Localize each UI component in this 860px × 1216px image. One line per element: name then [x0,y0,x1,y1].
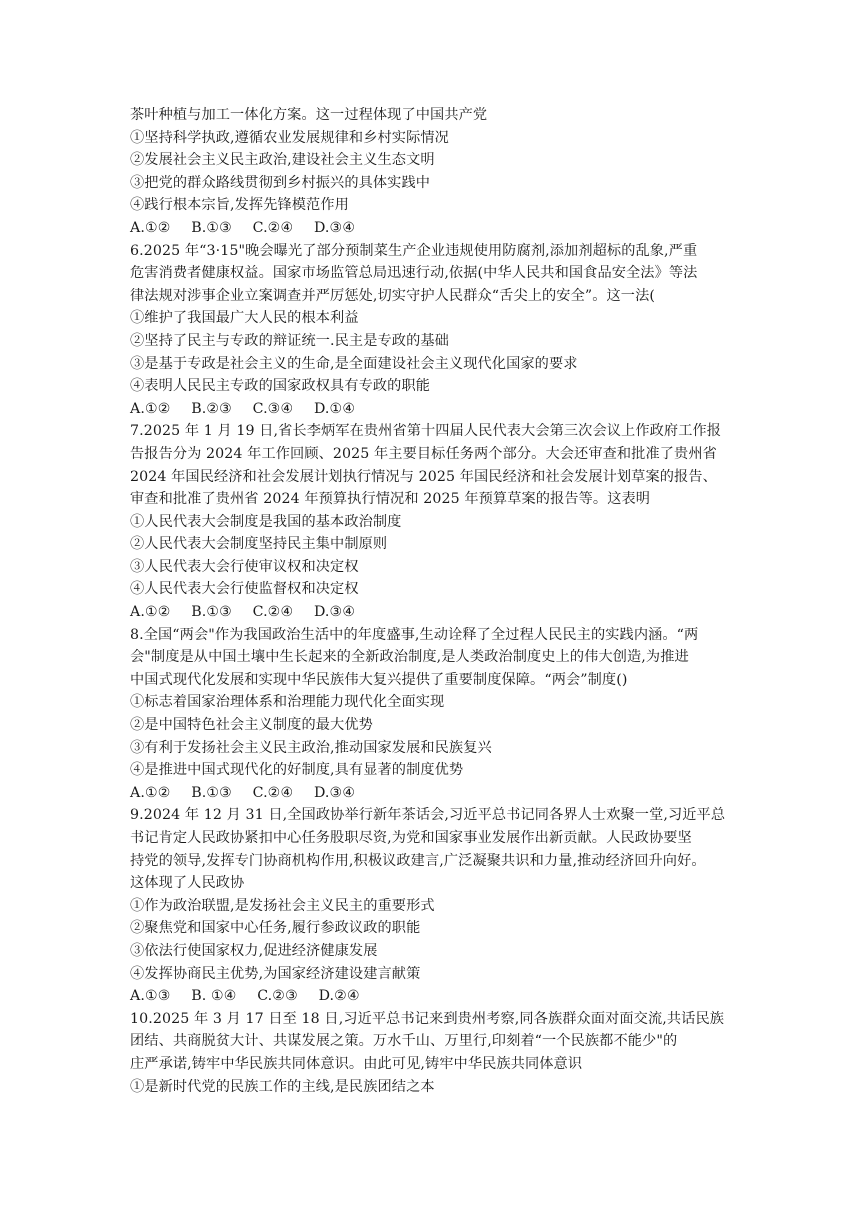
answer-choices [130,782,732,805]
stem-line: 书记肯定人民政协紧扣中心任务股职尽资,为党和国家事业发展作出新贡献。人民政协要坚 [130,830,692,846]
question-8 [130,624,732,805]
option-line: ④发挥协商民主优势,为国家经济建设建言献策 [130,965,421,982]
option-line: ④是推进中国式现代化的好制度,具有显著的制度优势 [130,762,464,779]
answer-c: C.②④ [252,784,294,801]
option-line: ①人民代表大会制度是我国的基本政治制度 [130,513,402,530]
answer-d: D.③④ [313,219,356,236]
option-line: ①是新时代党的民族工作的主线,是民族团结之本 [130,1078,435,1095]
answer-d: D.①④ [313,400,356,417]
question-10 [130,1008,732,1098]
option-line: ④践行根本宗旨,发挥先锋模范作用 [130,197,349,214]
exam-page [130,104,732,1098]
stem-line: 8.全国“两会"作为我国政治生活中的年度盛事,生动诠释了全过程人民民主的实践内涵。“两 [130,626,699,643]
option-line: ②发展社会主义民主政治,建设社会主义生态文明 [130,152,435,169]
stem-line: 中国式现代化发展和实现中华民族伟大复兴提供了重要制度保障。“两会”制度() [130,671,628,688]
stem-line: 这体现了人民政协 [130,875,245,892]
intro-line: 茶叶种植与加工一体化方案。这一过程体现了中国共产党 [130,107,488,123]
stem-line: 团结、共商脱贫大计、共谋发展之策。万水千山、万里行,印刻着“一个民族都不能少"的 [130,1033,678,1050]
option-line: ②是中国特色社会主义制度的最大优势 [130,717,373,734]
answer-a: A.①② [130,784,171,801]
option-line: ③依法行使国家权力,促进经济健康发展 [130,942,378,959]
answer-a: A.①③ [130,988,171,1005]
option-line: ①坚持科学执政,遵循农业发展规律和乡村实际情况 [130,129,449,146]
answer-b: B.①③ [191,604,232,621]
answer-c: C.②④ [252,219,294,236]
answer-d: D.③④ [313,784,356,801]
answer-b: B.①③ [191,784,232,801]
stem-line: 会"制度是从中国土壤中生长起来的全新政治制度,是人类政治制度史上的伟大创造,为推进 [130,649,689,666]
option-line: ①维护了我国最广大人民的根本利益 [130,310,359,327]
stem-line: 6.2025 年“3·15"晚会曝光了部分预制菜生产企业违规使用防腐剂,添加剂超标的乱象,严重 [130,242,698,259]
stem-line: 2024 年国民经济和社会发展计划执行情况与 2025 年国民经济和社会发展计划草案的报告、 [130,468,717,485]
answer-b: B.①③ [191,219,232,236]
option-line: ①作为政治联盟,是发扬社会主义民主的重要形式 [130,897,435,914]
answer-b: B.②③ [191,400,232,417]
stem-line: 7.2025 年 1 月 19 日,省长李炳军在贵州省第十四届人民代表大会第三次会议上作政府工作报 [130,423,722,440]
answer-choices [130,985,732,1008]
answer-c: C.③④ [252,400,294,417]
question-5 [130,127,732,240]
question-6 [130,240,732,421]
answer-choices [130,217,732,240]
stem-line: 持党的领导,发挥专门协商机构作用,积极议政建言,广泛凝聚共识和力量,推动经济回升向好。 [130,852,706,869]
answer-choices [130,398,732,421]
answer-a: A.①② [130,604,171,621]
stem-line: 危害消费者健康权益。国家市场监管总局迅速行动,依据(中华人民共和国食品安全法》等法 [130,265,698,282]
stem-line: 律法规对涉事企业立案调查并严厉惩处,切实守护人民群众“舌尖上的安全”。这一法( [130,287,656,304]
option-line: ②人民代表大会制度坚持民主集中制原则 [130,536,388,553]
stem-line: 10.2025 年 3 月 17 日至 18 日,习近平总书记来到贵州考察,同各族群众面对面交流,共话民族 [130,1010,725,1027]
answer-c: C.②④ [252,604,294,621]
question-7 [130,420,732,623]
answer-b: B. ①④ [191,988,237,1005]
answer-c: C.②③ [257,988,298,1005]
option-line: ③有利于发扬社会主义民主政治,推动国家发展和民族复兴 [130,739,492,756]
option-line: ③人民代表大会行使审议权和决定权 [130,558,359,575]
option-line: ②坚持了民主与专政的辩证统一.民主是专政的基础 [130,332,449,349]
answer-a: A.①② [130,400,171,417]
stem-line: 庄严承诺,铸牢中华民族共同体意识。由此可见,铸牢中华民族共同体意识 [130,1055,583,1072]
answer-choices [130,601,732,624]
stem-line: 告报告分为 2024 年工作回顾、2025 年主要目标任务两个部分。大会还审查和批准了贵州省 [130,445,717,462]
option-line: ③是基于专政是社会主义的生命,是全面建设社会主义现代化国家的要求 [130,355,578,372]
option-line: ①标志着国家治理体系和治理能力现代化全面实现 [130,694,445,711]
option-line: ③把党的群众路线贯彻到乡村振兴的具体实践中 [130,174,431,191]
question-9 [130,804,732,1007]
answer-d: D.③④ [313,604,356,621]
option-line: ④人民代表大会行使监督权和决定权 [130,581,359,598]
option-line: ④表明人民民主专政的国家政权具有专政的职能 [130,378,431,395]
answer-d: D.②④ [318,988,360,1005]
answer-a: A.①② [130,219,171,236]
stem-line: 9.2024 年 12 月 31 日,全国政协举行新年茶话会,习近平总书记同各界人士欢聚一堂,习近平总 [130,807,726,824]
option-line: ②聚焦党和国家中心任务,履行参政议政的职能 [130,920,421,937]
stem-line: 审查和批准了贵州省 2024 年预算执行情况和 2025 年预算草案的报告等。这表明 [130,491,651,508]
